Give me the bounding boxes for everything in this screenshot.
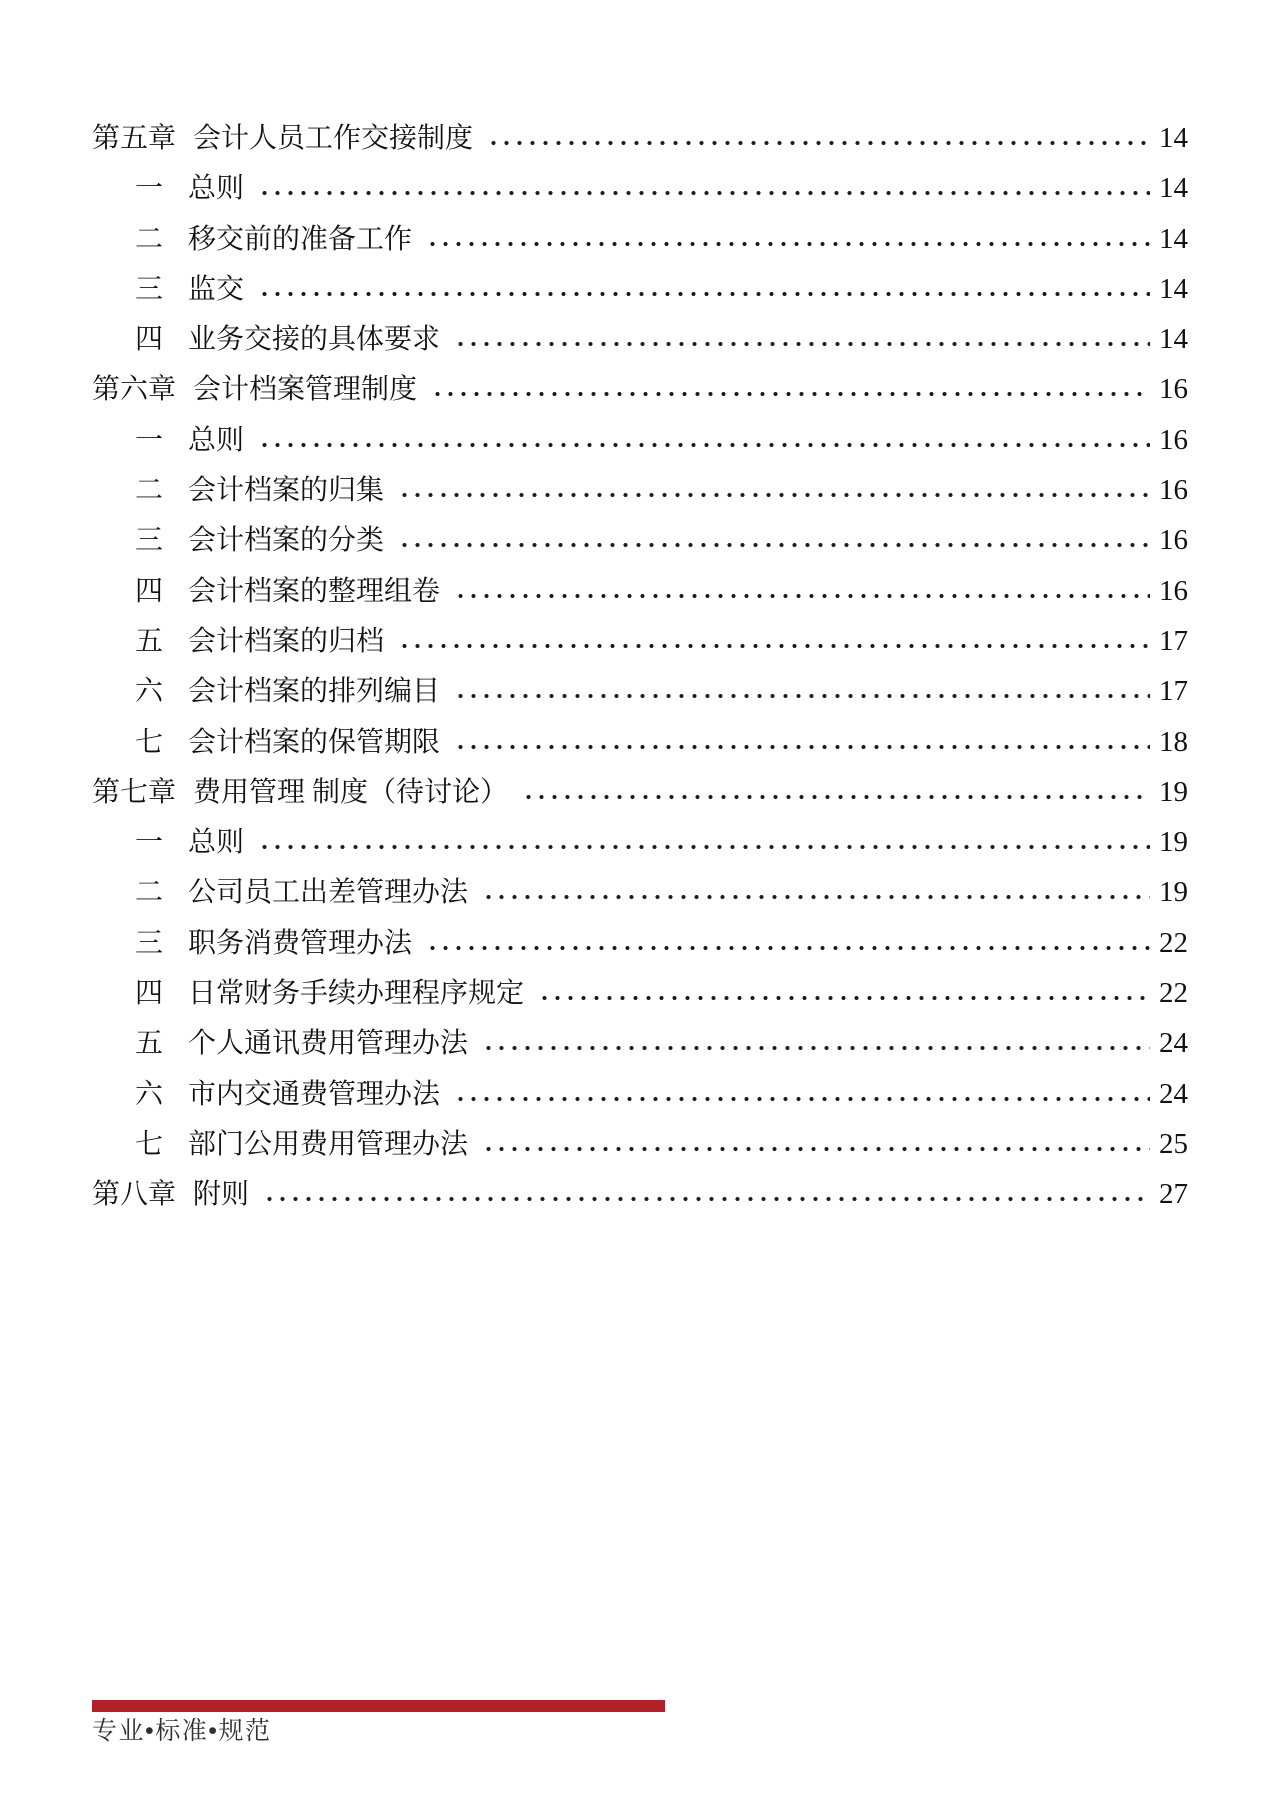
toc-entry-page: 22 [1159, 926, 1188, 959]
toc-entry-number: 第七章 [92, 776, 177, 808]
dot-leader [431, 390, 1150, 398]
toc-entry[interactable] [92, 418, 1188, 468]
toc-entry[interactable] [92, 468, 1188, 518]
toc-entry-title: 会计档案管理制度 [193, 374, 418, 406]
toc-entry-number: 七 [135, 726, 164, 758]
toc-entry-page: 19 [1159, 826, 1188, 859]
toc-entry-title: 个人通讯费用管理办法 [188, 1028, 469, 1060]
toc-entry-title: 监交 [188, 273, 245, 305]
toc-entry-number: 四 [135, 324, 164, 356]
toc-entry-title: 会计档案的分类 [188, 525, 385, 557]
toc-entry-number: 六 [135, 676, 164, 708]
dot-leader [454, 692, 1150, 700]
toc-entry-title: 会计档案的整理组卷 [188, 575, 441, 607]
toc-entry-title: 公司员工出差管理办法 [188, 877, 469, 909]
toc-entry-title: 移交前的准备工作 [188, 223, 413, 255]
toc-entry[interactable] [92, 317, 1188, 367]
toc-entry-number: 六 [135, 1078, 164, 1110]
toc-entry-title: 会计档案的归档 [188, 625, 385, 657]
toc-entry-title: 会计档案的归集 [188, 475, 385, 507]
toc-entry[interactable] [92, 166, 1188, 216]
dot-leader [398, 491, 1150, 499]
dot-leader [263, 1195, 1150, 1203]
dot-leader [258, 441, 1150, 449]
toc-entry-title: 附则 [193, 1179, 250, 1211]
toc-entry-page: 24 [1159, 1077, 1188, 1110]
toc-entry[interactable] [92, 1072, 1188, 1122]
toc-entry-page: 18 [1159, 725, 1188, 758]
toc-entry[interactable] [92, 669, 1188, 719]
toc-entry-title: 会计档案的排列编目 [188, 676, 441, 708]
toc-entry-number: 二 [135, 475, 164, 507]
footer-accent-bar [92, 1700, 665, 1712]
toc-entry-title: 总则 [188, 424, 245, 456]
toc-entry-title: 业务交接的具体要求 [188, 324, 441, 356]
toc-entry[interactable] [92, 217, 1188, 267]
toc-entry-title: 总则 [188, 173, 245, 205]
toc-entry-title: 费用管理 制度（待讨论） [193, 776, 509, 808]
toc-entry-number: 第八章 [92, 1179, 177, 1211]
dot-leader [258, 189, 1150, 197]
toc-entry[interactable] [92, 518, 1188, 568]
toc-entry-page: 19 [1159, 876, 1188, 909]
dot-leader [482, 893, 1150, 901]
toc-entry-number: 三 [135, 273, 164, 305]
dot-leader [454, 743, 1150, 751]
toc-entry-number: 七 [135, 1128, 164, 1160]
toc-entry-number: 二 [135, 223, 164, 255]
dot-leader [482, 1044, 1150, 1052]
toc-entry-page: 14 [1159, 122, 1188, 154]
dot-leader [398, 642, 1150, 650]
toc-entry-page: 22 [1159, 977, 1188, 1010]
dot-leader [487, 139, 1150, 147]
dot-leader [538, 994, 1150, 1002]
toc-entry-number: 第五章 [92, 123, 177, 154]
toc-entry-page: 16 [1159, 423, 1188, 456]
dot-leader [258, 843, 1150, 851]
toc-entry-number: 三 [135, 525, 164, 557]
toc-entry-page: 27 [1159, 1178, 1188, 1211]
toc-entry[interactable] [92, 971, 1188, 1021]
toc-entry[interactable] [92, 820, 1188, 870]
dot-leader [454, 1095, 1150, 1103]
toc-entry-title: 会计人员工作交接制度 [193, 123, 474, 154]
dot-leader [426, 944, 1150, 952]
toc-entry-page: 17 [1159, 624, 1188, 657]
toc-entry-number: 四 [135, 575, 164, 607]
toc-entry[interactable] [92, 116, 1188, 166]
dot-leader [398, 541, 1150, 549]
toc-entry-number: 一 [135, 424, 164, 456]
toc-entry[interactable] [92, 1172, 1188, 1222]
toc-entry-number: 一 [135, 827, 164, 859]
toc-entry[interactable] [92, 619, 1188, 669]
toc-entry[interactable] [92, 770, 1188, 820]
toc-entry[interactable] [92, 1021, 1188, 1071]
toc-entry-page: 17 [1159, 675, 1188, 708]
toc-entry-title: 会计档案的保管期限 [188, 726, 441, 758]
table-of-contents [92, 116, 1188, 1223]
toc-entry[interactable] [92, 1122, 1188, 1172]
toc-entry-page: 14 [1159, 222, 1188, 255]
toc-entry-page: 25 [1159, 1127, 1188, 1160]
toc-entry[interactable] [92, 569, 1188, 619]
toc-entry-title: 职务消费管理办法 [188, 927, 413, 959]
toc-entry-number: 五 [135, 625, 164, 657]
toc-entry-page: 16 [1159, 373, 1188, 406]
toc-entry-number: 五 [135, 1028, 164, 1060]
toc-entry-number: 二 [135, 877, 164, 909]
toc-entry-number: 一 [135, 173, 164, 205]
toc-entry[interactable] [92, 921, 1188, 971]
toc-entry[interactable] [92, 267, 1188, 317]
toc-entry-number: 第六章 [92, 374, 177, 406]
toc-entry-page: 16 [1159, 474, 1188, 507]
toc-entry-page: 14 [1159, 172, 1188, 205]
toc-entry-page: 14 [1159, 323, 1188, 356]
toc-entry-page: 24 [1159, 1027, 1188, 1060]
dot-leader [454, 592, 1150, 600]
toc-entry[interactable] [92, 720, 1188, 770]
toc-entry[interactable] [92, 870, 1188, 920]
dot-leader [522, 793, 1150, 801]
toc-entry-title: 日常财务手续办理程序规定 [188, 978, 525, 1010]
toc-entry-title: 部门公用费用管理办法 [188, 1128, 469, 1160]
dot-leader [258, 290, 1150, 298]
toc-entry-page: 14 [1159, 272, 1188, 305]
toc-entry-title: 市内交通费管理办法 [188, 1078, 441, 1110]
toc-entry-number: 三 [135, 927, 164, 959]
dot-leader [454, 340, 1150, 348]
dot-leader [482, 1145, 1150, 1153]
toc-entry[interactable] [92, 367, 1188, 417]
toc-entry-page: 16 [1159, 524, 1188, 557]
dot-leader [426, 240, 1150, 248]
footer-tagline: 专业•标准•规范 [92, 1717, 272, 1745]
toc-entry-title: 总则 [188, 827, 245, 859]
toc-entry-number: 四 [135, 978, 164, 1010]
toc-entry-page: 16 [1159, 574, 1188, 607]
toc-entry-page: 19 [1159, 775, 1188, 808]
